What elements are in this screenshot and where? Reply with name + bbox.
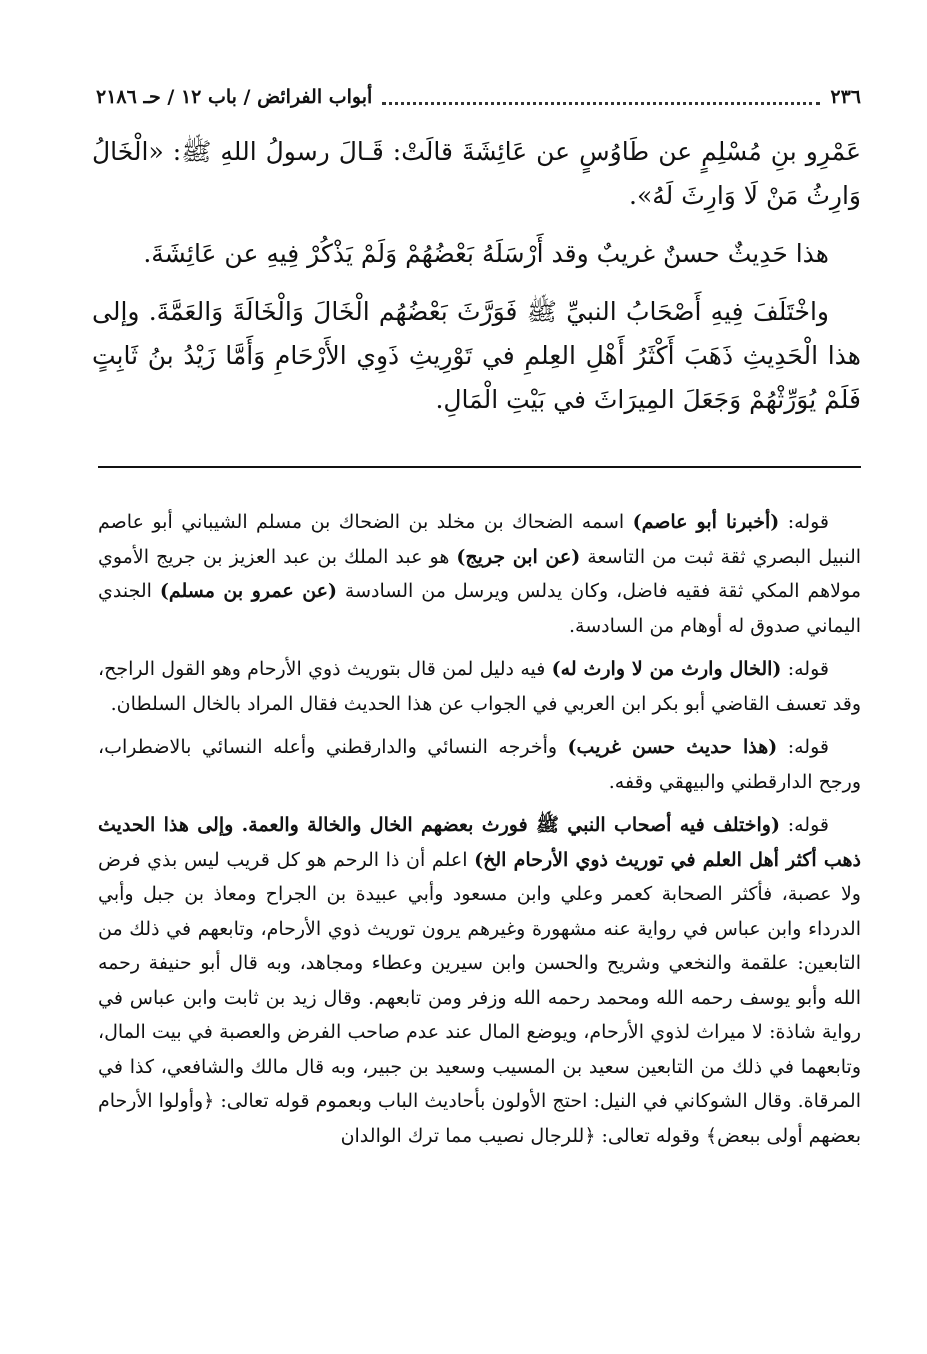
hadith-text	[92, 130, 861, 436]
hadith-grading: هذا حَدِيثٌ حسنٌ غريبٌ وقد أَرْسَلَهُ بَعْضُهُمْ وَلَمْ يَذْكُرْ فِيهِ عن عَائِشَةَ.	[143, 239, 829, 268]
commentary-text: اسمه الضحاك بن مخلد بن الضحاك بن مسلم الشيباني أبو عاصم النبيل البصري ثقة ثبت من التاسعة	[98, 511, 862, 568]
commentary-quote: (أخبرنا أبو عاصم)	[632, 511, 780, 533]
commentary-lead: قوله:	[777, 736, 829, 758]
commentary-paragraph	[98, 505, 861, 643]
commentary-quote: (عن عمرو بن مسلم)	[159, 580, 337, 602]
running-title: أبواب الفرائض / باب ١٢ / حـ ٢١٨٦	[96, 86, 373, 108]
commentary-text: اعلم أن ذا الرحم هو كل قريب ليس بذي فرض ولا عصبة، فأكثر الصحابة كعمر وعلي وابن مسعود وأبي عبيدة بن الجراح ومعاذ بن جبل وأبي الدرداء وابن عباس في رواية عنه مشهورة وغيرهم يرون توريث ذوي الأرحام، وتابعهم في ذلك من التابعين: علقمة والنخعي وشريح والحسن وابن سيرين وعطاء ومجاهد، وبه قال أبو حنيفة رحمه الله وأبو يوسف رحمه الله ومحمد رحمه الله وزفر ومن تابعهم. وقال زيد بن ثابت وابن عباس في رواية شاذة: لا ميراث لذوي الأرحام، ويوضع المال عند عدم صاحب الفرض والعصبة في بيت المال، وتابعهما في ذلك من التابعين سعيد بن المسيب وسعيد بن جبير، وبه قال مالك والشافعي، كذا في المرقاة. وقال الشوكاني في النيل: احتج الأولون بأحاديث الباب وبعموم قوله تعالى: ﴿وأولوا الأرحام بعضهم أولى ببعض﴾ وقوله تعالى: ﴿للرجال نصيب مما ترك الوالدان	[98, 848, 861, 1147]
commentary-quote: (واختلف فيه أصحاب النبي ﷺ فورث بعضهم الخال والخالة والعمة. وإلى هذا الحديث ذهب أكثر أهل العلم في توريث ذوي الأرحام الخ)	[98, 814, 861, 871]
commentary-paragraph	[98, 652, 861, 721]
page-header	[96, 80, 861, 114]
commentary-lead: قوله:	[779, 511, 829, 533]
commentary-lead: قوله:	[779, 814, 829, 836]
commentary-text: هو عبد الملك بن عبد العزيز بن جريج الأموي مولاهم المكي ثقة فقيه فاضل، وكان يدلس ويرسل من السادسة	[98, 545, 861, 602]
commentary-section	[98, 505, 861, 1162]
commentary-quote: (هذا حديث حسن غريب)	[567, 736, 778, 758]
page-number: ٢٣٦	[830, 86, 861, 108]
hadith-discussion: واخْتَلَفَ فِيهِ أَصْحَابُ النبيِّ ﷺ فَوَرَّثَ بَعْضُهُم الْخَالَ وَالْخَالَةَ وَالعَمَّةَ. وإلى هذا الْحَدِيثِ ذَهَبَ أَكْثَرُ أَهْلِ العِلمِ في تَوْرِيثِ ذَوِي الأَرْحَامِ وَأَمَّا زَيْدُ بنُ ثَابِتٍ فَلَمْ يُوَرِّثْهُمْ وَجَعَلَ المِيرَاثَ في بَيْتِ الْمَالِ.	[92, 297, 861, 414]
commentary-quote: (الخال وارث من لا وارث له)	[551, 658, 782, 680]
commentary-quote: (عن ابن جريج)	[456, 545, 581, 568]
footnote-divider	[98, 466, 861, 468]
commentary-text: الجندي اليماني صدوق له أوهام من السادسة.	[98, 580, 861, 637]
header-dot-leader	[382, 102, 820, 105]
commentary-text: فيه دليل لمن قال بتوريث ذوي الأرحام وهو القول الراجح، وقد تعسف القاضي أبو بكر ابن العربي في الجواب عن هذا الحديث فقال المراد بالخال السلطان.	[98, 658, 861, 715]
commentary-text: وأخرجه النسائي والدارقطني وأعله النسائي بالاضطراب، ورجح الدارقطني والبيهقي وقفه.	[98, 736, 861, 793]
commentary-paragraph	[98, 730, 861, 799]
commentary-lead: قوله:	[781, 658, 829, 680]
commentary-paragraph	[98, 808, 861, 1153]
hadith-paragraph: عَمْرِو بنِ مُسْلِمٍ عن طَاوُسٍ عن عَائِشَةَ قالَتْ: قَـالَ رسولُ اللهِ ﷺ: «الْخَالُ وَارِثُ مَنْ لَا وَارِثَ لَهُ».	[92, 137, 861, 210]
